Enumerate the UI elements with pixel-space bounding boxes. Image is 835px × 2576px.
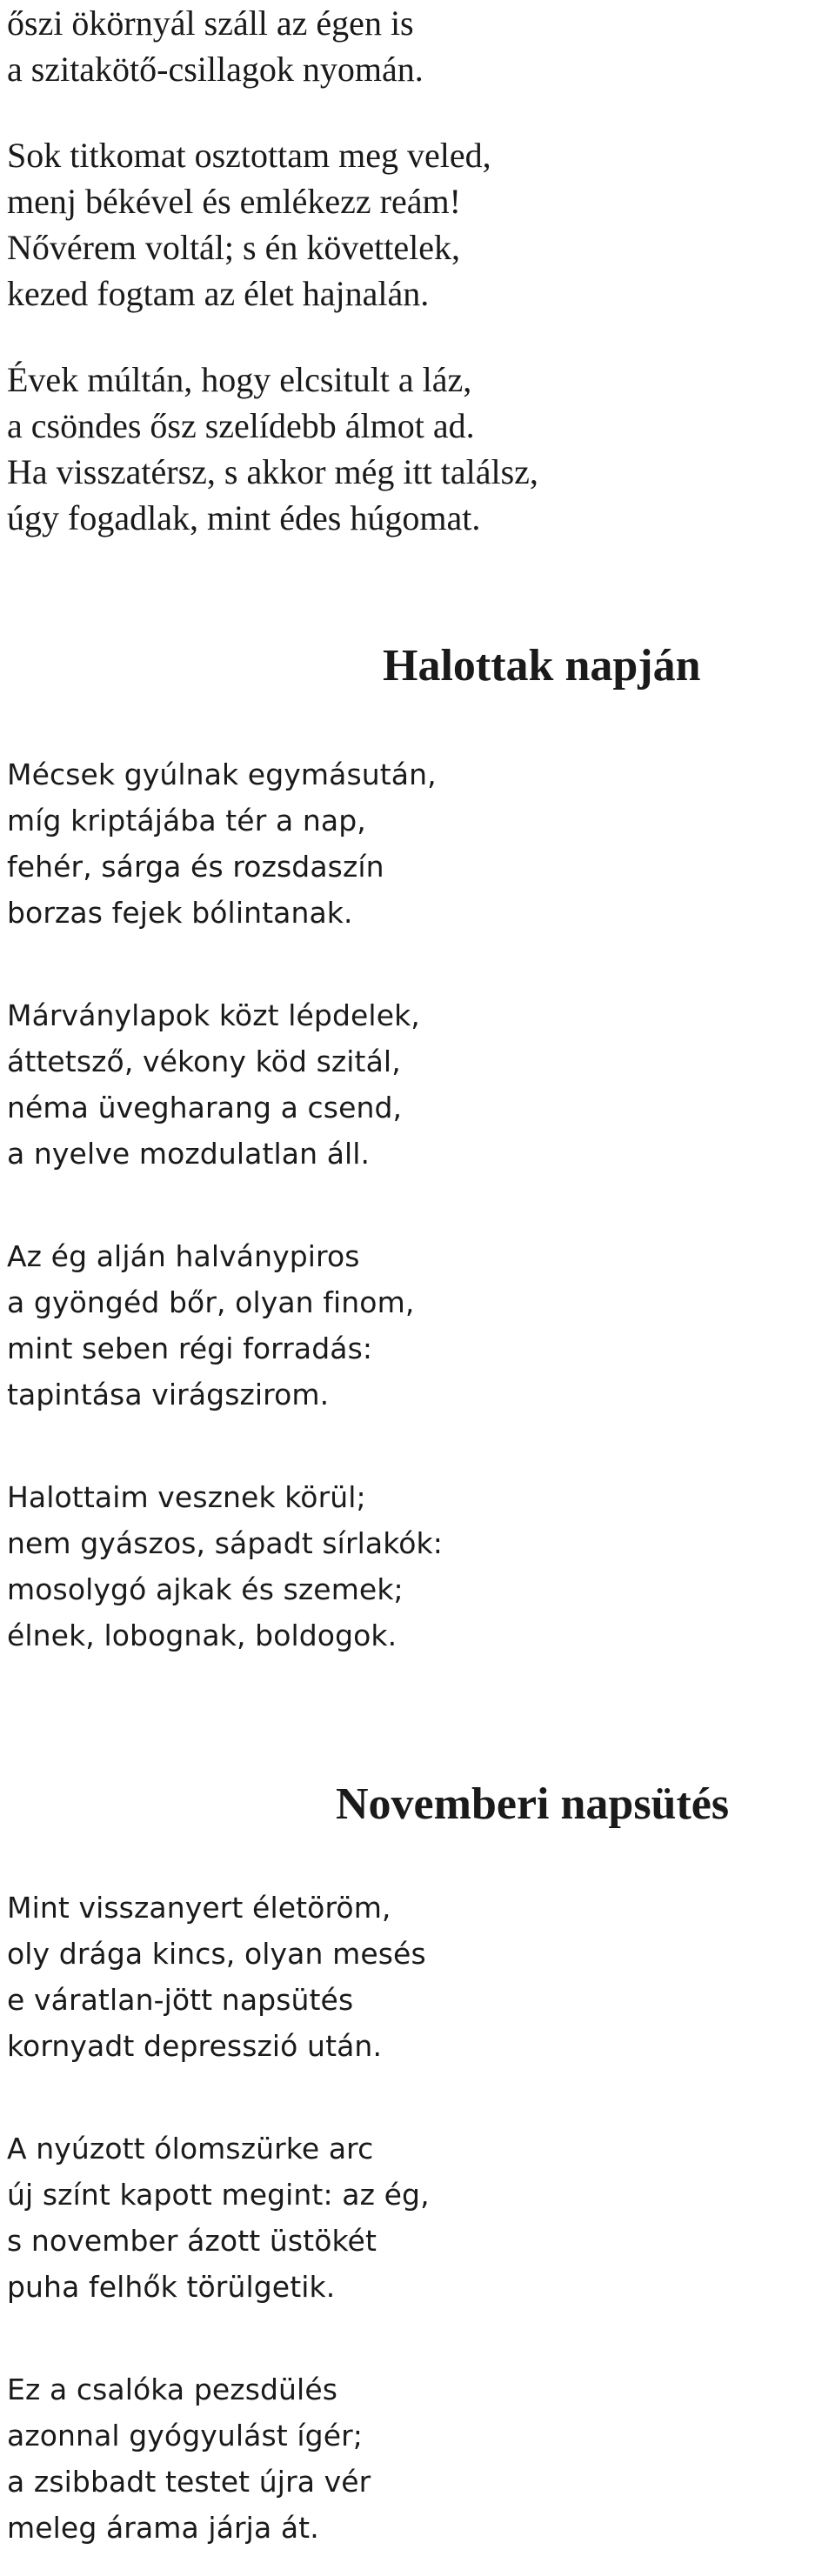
stanza [7,0,424,92]
poem-line: a zsibbadt testet újra vér [7,2465,371,2499]
poem-title: Novemberi napsütés [336,1779,730,1829]
stanza [7,357,538,541]
poem-line: áttetsző, vékony köd szitál, [7,1044,401,1078]
poem-line: a nyelve mozdulatlan áll. [7,1137,371,1171]
poem-line: mint seben régi forradás: [7,1331,373,1365]
poem-line: e váratlan-jött napsütés [7,1983,354,2017]
poem-line: Az ég alján halványpiros [7,1239,360,1273]
poem-line: mosolygó ajkak és szemek; [7,1572,404,1606]
poem-line: a gyöngéd bőr, olyan finom, [7,1285,415,1319]
poem-line: kezed fogtam az élet hajnalán. [7,274,430,313]
poem-line: fehér, sárga és rozsdaszín [7,850,384,884]
poem-line: úgy fogadlak, mint édes húgomat. [7,498,481,537]
poem-line: míg kriptájába tér a nap, [7,804,366,838]
stanza [7,1474,443,1658]
poem-line: Sok titkomat osztottam meg veled, [7,136,491,175]
poem-line: Mécsek gyúlnak egymásután, [7,757,437,791]
poem-line: menj békével és emlékezz reám! [7,182,461,221]
poem-line: tapintása virágszirom. [7,1378,330,1411]
poem-line: őszi ökörnyál száll az égen is [7,3,414,43]
poem-line: néma üvegharang a csend, [7,1091,403,1124]
poem-line: Ez a csalóka pezsdülés [7,2372,338,2406]
poem-line: puha felhők törülgetik. [7,2270,336,2304]
poem-title: Halottak napján [383,641,701,691]
poem-line: Évek múltán, hogy elcsitult a láz, [7,360,472,399]
stanza [7,1233,414,1418]
poem-line: új színt kapott megint: az ég, [7,2178,430,2212]
poem-line: a csöndes ősz szelídebb álmot ad. [7,406,475,445]
poem-line: A nyúzott ólomszürke arc [7,2132,374,2166]
stanza [7,751,437,936]
stanza [7,132,491,317]
stanza [7,992,420,1177]
stanza [7,1885,426,2069]
stanza [7,2126,430,2310]
stanza [7,2366,371,2551]
poem-line: s november ázott üstökét [7,2224,377,2258]
poem-line: Márványlapok közt lépdelek, [7,998,420,1032]
poem-line: Mint visszanyert életöröm, [7,1891,391,1925]
poem-line: borzas fejek bólintanak. [7,896,353,930]
poem-line: élnek, lobognak, boldogok. [7,1618,397,1652]
poem-line: oly drága kincs, olyan mesés [7,1937,426,1971]
poem-line: a szitakötő-csillagok nyomán. [7,50,424,89]
poem-line: azonnal gyógyulást ígér; [7,2419,364,2453]
poem-line: Ha visszatérsz, s akkor még itt találsz, [7,452,538,491]
poem-line: nem gyászos, sápadt sírlakók: [7,1526,443,1560]
poem-line: Nővérem voltál; s én követtelek, [7,228,460,267]
poem-line: meleg árama járja át. [7,2511,319,2545]
poem-line: Halottaim vesznek körül; [7,1480,366,1514]
poem-line: kornyadt depresszió után. [7,2029,383,2063]
